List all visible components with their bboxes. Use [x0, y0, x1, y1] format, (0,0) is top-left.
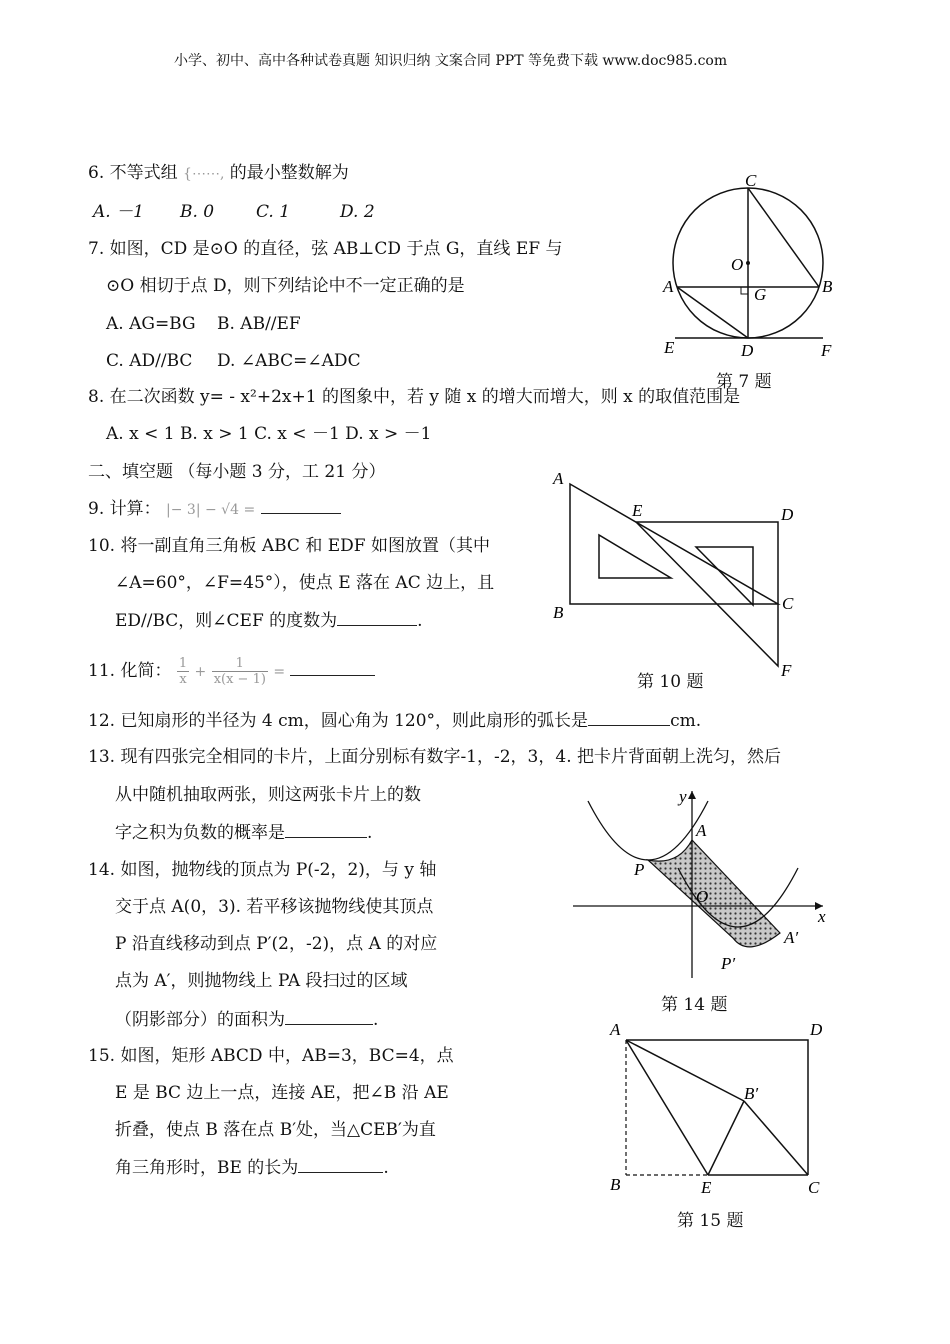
- f7-label-c: C: [745, 171, 757, 190]
- q14-line2: 交于点 A(0，3). 若平移该抛物线使其顶点: [115, 897, 434, 917]
- q11: [88, 656, 375, 687]
- q11-answer-blank[interactable]: [290, 659, 375, 676]
- f15-label-c: C: [808, 1178, 820, 1197]
- q6-option-b: B. 0: [180, 202, 215, 222]
- f15-label-e: E: [701, 1178, 712, 1197]
- q7-line2: ⊙O 相切于点 D，则下列结论中不一定正确的是: [106, 276, 465, 296]
- f14-label-a: A: [696, 821, 707, 840]
- q7-line1: 7. 如图，CD 是⊙O 的直径，弦 AB⊥CD 于点 G，直线 EF 与: [88, 239, 563, 259]
- q15-line4: 角三角形时，BE 的长为 .: [115, 1158, 389, 1178]
- q12-text: 12. 已知扇形的半径为 4 cm，圆心角为 120°，则此扇形的弧长是: [88, 711, 589, 731]
- figure-10: [548, 466, 808, 686]
- q6-stem-end: 的最小整数解为: [229, 163, 349, 183]
- q7-option-c: C. AD//BC: [106, 351, 193, 371]
- q12: [88, 709, 701, 732]
- figure-14: [568, 786, 838, 986]
- q7-option-a: A. AG=BG: [106, 314, 196, 334]
- figure-14-caption: 第 14 题: [661, 995, 728, 1015]
- figure-15-caption: 第 15 题: [677, 1211, 744, 1231]
- q10-line3-text: ED//BC，则∠CEF 的度数为: [115, 611, 338, 631]
- q13-line1: 13. 现有四张完全相同的卡片，上面分别标有数字-1，-2，3，4. 把卡片背面朝上洗匀，然后: [88, 747, 781, 767]
- page-header: 小学、初中、高中各种试卷真题 知识归纳 文案合同 PPT 等免费下载 www.doc985.com: [174, 53, 728, 69]
- figure-15: [600, 1018, 840, 1203]
- q11-plus: +: [194, 664, 207, 680]
- f14-label-a-prime: A′: [784, 928, 799, 947]
- q6-option-d: D. 2: [340, 202, 375, 222]
- q11-fraction-2: $\frac{1}{x(x - 1)}$: [213, 656, 266, 687]
- q9: [88, 497, 341, 521]
- q12-unit: cm.: [670, 711, 702, 731]
- q15-answer-blank[interactable]: [298, 1156, 383, 1173]
- q6-stem: [88, 162, 349, 185]
- q15-line1: 15. 如图，矩形 ABCD 中，AB=3，BC=4，点: [88, 1046, 454, 1066]
- f15-label-b: B: [610, 1175, 621, 1194]
- q8-line1: 8. 在二次函数 y= - x²+2x+1 的图象中，若 y 随 x 的增大而增大，则 x 的取值范围是: [88, 387, 741, 407]
- q7-option-d: D. ∠ABC=∠ADC: [217, 351, 361, 371]
- f15-label-d: D: [810, 1020, 823, 1039]
- q9-answer-blank[interactable]: [261, 497, 341, 514]
- q15-line4-text: 角三角形时，BE 的长为: [115, 1158, 299, 1178]
- q10-line2: ∠A=60°，∠F=45°），使点 E 落在 AC 边上，且: [115, 573, 495, 593]
- f7-label-e: E: [664, 338, 675, 357]
- f14-label-y: y: [679, 787, 687, 806]
- q12-answer-blank[interactable]: [588, 709, 670, 726]
- q10-line3: ED//BC，则∠CEF 的度数为 .: [115, 611, 423, 631]
- f10-label-a: A: [553, 469, 564, 488]
- q14-line4: 点为 A′，则抛物线上 PA 段扫过的区域: [115, 971, 408, 991]
- f7-label-g: G: [754, 285, 767, 304]
- f15-label-b-prime: B′: [744, 1084, 759, 1103]
- q8-options: A. x < 1 B. x > 1 C. x < －1 D. x > －1: [106, 424, 432, 444]
- q11-prefix: 11. 化简：: [88, 661, 172, 681]
- f7-label-d: D: [741, 341, 754, 360]
- f10-label-b: B: [553, 603, 564, 622]
- q13-line3: 字之积为负数的概率是 .: [115, 823, 373, 843]
- q6-stem-start: 6. 不等式组: [88, 163, 178, 183]
- q10-line1: 10. 将一副直角三角板 ABC 和 EDF 如图放置（其中: [88, 536, 490, 556]
- f15-label-a: A: [610, 1020, 621, 1039]
- q9-prefix: 9. 计算：: [88, 499, 161, 519]
- f7-label-o: O: [731, 255, 744, 274]
- q14-line1: 14. 如图，抛物线的顶点为 P(-2，2)，与 y 轴: [88, 860, 437, 880]
- f14-shaded-region: [648, 840, 780, 947]
- f10-label-d: D: [781, 505, 794, 524]
- f10-label-e: E: [632, 501, 643, 520]
- q15-line3: 折叠，使点 B 落在点 B′处，当△CEB′为直: [115, 1120, 436, 1140]
- q6-inequality-system-image: {⋯⋯,: [183, 166, 225, 182]
- q10-answer-blank[interactable]: [337, 609, 417, 626]
- f14-label-p: P: [634, 860, 645, 879]
- q14-line3: P 沿直线移动到点 P′(2，-2)，点 A 的对应: [115, 934, 438, 954]
- q6-option-c: C. 1: [256, 202, 291, 222]
- f7-label-b: B: [822, 277, 833, 296]
- f14-label-p-prime: P′: [721, 954, 736, 973]
- q11-fraction-1: $\frac{1}{x}$: [178, 656, 188, 687]
- section-2-heading: 二、填空题 （每小题 3 分，工 21 分）: [88, 462, 386, 482]
- f10-label-f: F: [781, 661, 792, 680]
- figure-7: [655, 168, 840, 388]
- q14-line5-text: （阴影部分）的面积为: [115, 1010, 285, 1030]
- figure-7-caption: 第 7 题: [716, 372, 772, 392]
- q11-equals: =: [273, 664, 286, 680]
- q13-line3-text: 字之积为负数的概率是: [115, 823, 285, 843]
- q15-line2: E 是 BC 边上一点，连接 AE，把∠B 沿 AE: [115, 1083, 449, 1103]
- figure-10-caption: 第 10 题: [637, 672, 704, 692]
- q13-line2: 从中随机抽取两张，则这两张卡片上的数: [115, 785, 421, 805]
- f7-label-f: F: [821, 341, 832, 360]
- q6-option-a: A. －1: [93, 202, 144, 222]
- f7-label-a: A: [663, 277, 674, 296]
- f10-label-c: C: [782, 594, 794, 613]
- q7-option-b: B. AB//EF: [217, 314, 301, 334]
- q14-answer-blank[interactable]: [285, 1008, 373, 1025]
- f14-label-o: O: [696, 887, 709, 906]
- f14-label-x: x: [818, 907, 826, 926]
- q9-expression: |− 3| − √4 =: [166, 502, 256, 518]
- q13-answer-blank[interactable]: [285, 821, 367, 838]
- q14-line5: （阴影部分）的面积为 .: [115, 1010, 379, 1030]
